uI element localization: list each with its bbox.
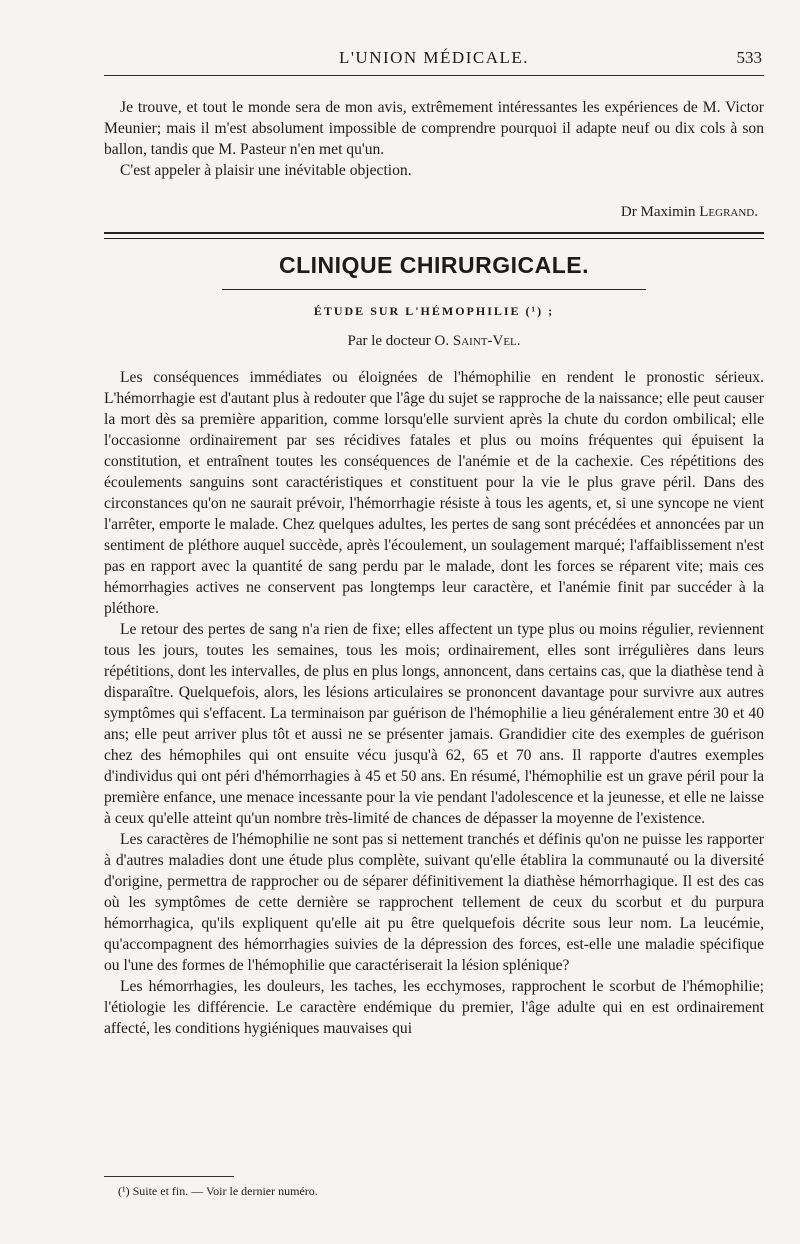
paragraph: Les hémorrhagies, les douleurs, les taches, les ecchymoses, rapprochent le scorbut de l'hémophilie; l'étiologie les différencie. Le caractère endémique du premier, l'âge adulte qui en est ordinairement affecté, les conditions hygiéniques mauvaises qui — [104, 978, 764, 1037]
running-title: L'UNION MÉDICALE. — [338, 48, 530, 67]
paragraph: Le retour des pertes de sang n'a rien de fixe; elles affectent un type plus ou moins régulier, reviennent tous les jours, toutes les semaines, tous les mois; ordinairement, elles sont irrégulières dans leurs répétitions, dont les intervalles, de plus en plus longs, annoncent, dans certains cas, que la diathèse tend à disparaître. Quelquefois, alors, les lésions articulaires se prononcent davantage pour survivre aux autres symptômes qui s'effacent. La terminaison par guérison de l'hémophilie a lieu généralement entre 30 et 40 ans; elle peut arriver plus tôt et aussi ne se présenter jamais. Grandidier cite des exemples de guérison chez des hémophiles qui ont ensuite vécu jusqu'à 62, 65 et 70 ans. Il rapporte d'autres exemples d'individus qui ont péri d'hémorrhagies à 45 et 50 ans. En résumé, l'hémophilie est un grave péril pour la première enfance, une menace incessante pour la vie pendant l'adolescence et la jeunesse, et elle ne laisse à ceux qu'elle atteint qu'un nombre très-limité de chances de dépasser la moyenne de l'existence. — [104, 621, 764, 827]
title-rule — [222, 289, 646, 290]
previous-article-ending — [104, 97, 764, 181]
page-number: 533 — [736, 48, 762, 67]
footnote-rule — [104, 1176, 234, 1177]
paragraph: Les caractères de l'hémophilie ne sont pas si nettement tranchés et définis qu'on ne puisse les rapporter à d'autres maladies dont une étude plus complète, suivant qu'elle établira la communauté ou la diversité d'origine, permettra de rapprocher ou de séparer définitivement la diathèse hémorrhagique. Il est des cas où les symptômes de cette dernière se rapprochent tellement de ceux du scorbut et du purpura hémorrhagica, qu'ils expliquent qu'elle ait pu être quelquefois décrite sous leur nom. La leucémie, qu'accompagnent des hémorrhagies suivies de la dépression des forces, est-elle une maladie spécifique ou l'une des formes de l'hémophilie que caractériserait la lésion splénique? — [104, 831, 764, 974]
paragraph: Les conséquences immédiates ou éloignées de l'hémophilie en rendent le pronostic sérieux. L'hémorrhagie est d'autant plus à redouter que l'âge du sujet se rapproche de la naissance; elle peut causer la mort dès sa première apparition, comme lorsqu'elle survient après la chute du cordon ombilical; elle l'occasionne ordinairement par ses récidives fatales et plus ou moins fréquentes qui épuisent la constitution, et entraînent toutes les conséquences de l'anémie et de la cachexie. Ces répétitions des écoulements sanguins sont caractéristiques et constituent pour la vie le plus grave péril. Dans des circonstances qu'on ne saurait prévoir, l'hémorrhagie résiste à tous les agents, et, si une syncope ne vient l'arrêter, emporte le malade. Chez quelques adultes, les pertes de sang sont précédées et annoncées par un sentiment de pléthore auquel succède, après l'écoulement, un soulagement marqué; l'affaiblissement n'est pas en rapport avec la quantité de sang perdu par le malade, dont les forces se réparent vite; mais ces hémorrhagies actives ne conservent pas longtemps leur caractère, et l'anémie finit par succéder à la pléthore. — [104, 369, 764, 617]
signature — [621, 204, 758, 221]
signature-prefix: Dr Maximin — [620, 204, 696, 220]
section-divider — [104, 232, 764, 239]
article-body — [104, 367, 764, 1039]
author-prefix: Par le docteur O. — [347, 333, 450, 349]
footnote: (¹) Suite et fin. — Voir le dernier numéro. — [118, 1184, 318, 1198]
author-name: Saint-Vel. — [452, 333, 521, 349]
signature-name: Legrand. — [699, 204, 758, 220]
page-header — [104, 48, 764, 78]
article-title: ÉTUDE SUR L'HÉMOPHILIE (¹) ; — [313, 304, 555, 318]
article-author — [104, 333, 764, 350]
paragraph: C'est appeler à plaisir une inévitable objection. — [120, 162, 412, 179]
section-title: CLINIQUE CHIRURGICALE. — [279, 252, 589, 278]
header-rule — [104, 75, 764, 76]
paragraph: Je trouve, et tout le monde sera de mon avis, extrêmement intéressantes les expériences de M. Victor Meunier; mais il m'est absolument impossible de comprendre pourquoi il adapte neuf ou dix cols à son ballon, tandis que M. Pasteur n'en met qu'un. — [104, 99, 764, 158]
